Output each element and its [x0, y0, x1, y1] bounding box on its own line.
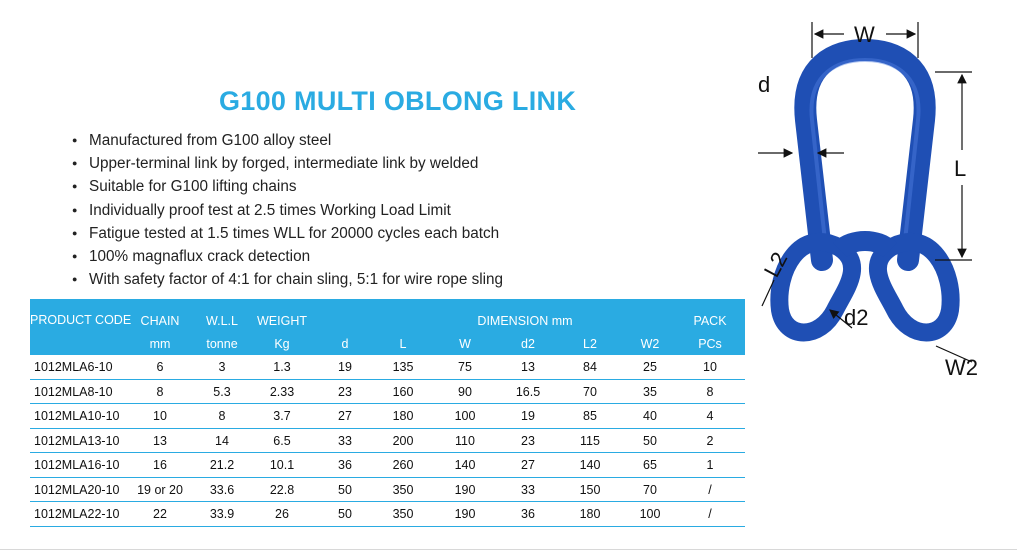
cell-chain: 13: [153, 433, 167, 448]
dim-label-d: d: [758, 72, 771, 97]
feature-item: ● 100% magnaflux crack detection: [72, 245, 503, 268]
header-d: d: [341, 337, 349, 351]
cell-d2: 19: [521, 409, 535, 423]
cell-L: 350: [392, 507, 414, 521]
cell-chain: 6: [156, 360, 164, 374]
cell-pack: /: [708, 507, 712, 521]
cell-product-code: 1012MLA13-10: [34, 433, 120, 448]
cell-W: 140: [454, 458, 476, 472]
cell-product-code: 1012MLA8-10: [34, 384, 113, 399]
cell-W2: 65: [643, 458, 657, 472]
header-pack: PACK: [693, 314, 727, 328]
header-chain-unit: mm: [149, 337, 171, 351]
header-wll-unit: tonne: [206, 337, 238, 351]
cell-d: 36: [338, 458, 352, 472]
header-dimension: DIMENSION mm: [477, 314, 573, 328]
table-header: [30, 299, 745, 355]
cell-weight: 2.33: [269, 384, 295, 399]
feature-item: ● Individually proof test at 2.5 times Working Load Limit: [72, 199, 503, 222]
cell-W: 190: [454, 507, 476, 521]
cell-W2: 50: [643, 433, 657, 448]
cell-L2: 140: [579, 458, 601, 472]
cell-wll: 3: [218, 360, 226, 374]
cell-pack: 4: [706, 409, 714, 423]
cell-W: 75: [458, 360, 472, 374]
cell-d2: 33: [521, 482, 535, 497]
header-product-code: PRODUCT CODE: [30, 313, 132, 327]
cell-L: 135: [392, 360, 414, 374]
cell-W2: 40: [643, 409, 657, 423]
cell-wll: 8: [218, 409, 226, 423]
cell-L2: 150: [579, 482, 601, 497]
cell-chain: 16: [153, 458, 167, 472]
dim-label-L: L: [954, 156, 967, 181]
cell-d: 23: [338, 384, 352, 399]
header-W: W: [459, 337, 471, 351]
feature-item: ● Fatigue tested at 1.5 times WLL for 20000 cycles each batch: [72, 222, 503, 245]
feature-list: [72, 129, 503, 291]
cell-wll: 5.3: [213, 384, 231, 399]
dim-label-W2: W2: [945, 355, 978, 380]
cell-W: 90: [458, 384, 472, 399]
cell-L2: 180: [579, 507, 601, 521]
header-W2: W2: [640, 337, 660, 351]
cell-chain: 8: [156, 384, 164, 399]
cell-L2: 85: [583, 409, 597, 423]
cell-d2: 23: [521, 433, 535, 448]
table-row: [30, 502, 745, 527]
cell-pack: 1: [706, 458, 714, 472]
cell-d2: 13: [521, 360, 535, 374]
page-title: G100 MULTI OBLONG LINK: [219, 86, 577, 116]
cell-W: 190: [454, 482, 476, 497]
header-d2: d2: [521, 337, 535, 351]
cell-W: 110: [455, 433, 475, 448]
header-pack-unit: PCs: [698, 337, 722, 351]
header-L: L: [399, 337, 407, 351]
cell-L: 350: [392, 482, 414, 497]
cell-d2: 27: [521, 458, 535, 472]
cell-product-code: 1012MLA22-10: [34, 507, 120, 521]
cell-pack: /: [708, 482, 712, 497]
cell-product-code: 1012MLA6-10: [34, 360, 113, 374]
header-weight: WEIGHT: [257, 314, 307, 328]
cell-product-code: 1012MLA10-10: [34, 409, 120, 423]
cell-chain: 19 or 20: [137, 482, 183, 497]
cell-pack: 2: [706, 433, 714, 448]
table-row: [30, 478, 745, 503]
oblong-link-diagram: [740, 10, 1010, 390]
dim-label-W: W: [854, 22, 875, 47]
cell-d: 33: [338, 433, 352, 448]
cell-wll: 14: [215, 433, 229, 448]
cell-W: 100: [454, 409, 476, 423]
feature-item: ● Upper-terminal link by forged, intermediate link by welded: [72, 152, 503, 175]
feature-item: ● Manufactured from G100 alloy steel: [72, 129, 503, 152]
cell-d: 19: [338, 360, 352, 374]
header-chain: CHAIN: [140, 314, 180, 328]
dim-label-L2: L2: [758, 247, 793, 282]
master-link-shape: [805, 50, 924, 260]
cell-L: 180: [392, 409, 414, 423]
cell-d2: 16.5: [515, 384, 541, 399]
cell-weight: 22.8: [269, 482, 295, 497]
cell-L2: 115: [580, 433, 600, 448]
cell-W2: 70: [643, 482, 657, 497]
cell-wll: 21.2: [209, 458, 235, 472]
cell-chain: 22: [153, 507, 167, 521]
cell-weight: 1.3: [273, 360, 291, 374]
cell-wll: 33.6: [209, 482, 235, 497]
cell-L: 160: [392, 384, 414, 399]
cell-W2: 25: [643, 360, 657, 374]
table-row: [30, 355, 745, 380]
table-row: [30, 453, 745, 478]
cell-chain: 10: [153, 409, 167, 423]
cell-product-code: 1012MLA16-10: [34, 458, 120, 472]
header-wll: W.L.L: [206, 314, 238, 328]
spec-table: [30, 299, 745, 527]
cell-d: 50: [338, 482, 352, 497]
bottom-divider: [0, 549, 1017, 550]
cell-L: 200: [392, 433, 414, 448]
cell-weight: 6.5: [273, 433, 291, 448]
cell-wll: 33.9: [209, 507, 235, 521]
table-row: [30, 404, 745, 429]
cell-weight: 26: [275, 507, 289, 521]
cell-L2: 70: [583, 384, 597, 399]
header-weight-unit: Kg: [274, 337, 290, 351]
feature-item: ● With safety factor of 4:1 for chain sling, 5:1 for wire rope sling: [72, 268, 503, 291]
cell-weight: 10.1: [269, 458, 295, 472]
table-body: [30, 355, 745, 527]
cell-d: 50: [338, 507, 352, 521]
cell-d2: 36: [521, 507, 535, 521]
dim-label-d2: d2: [844, 305, 869, 330]
cell-W2: 35: [643, 384, 657, 399]
feature-item: ● Suitable for G100 lifting chains: [72, 175, 503, 198]
cell-W2: 100: [639, 507, 661, 521]
cell-weight: 3.7: [273, 409, 291, 423]
header-L2: L2: [583, 337, 597, 351]
cell-pack: 10: [703, 360, 717, 374]
table-row: [30, 429, 745, 454]
cell-d: 27: [338, 409, 352, 423]
cell-pack: 8: [706, 384, 714, 399]
cell-L2: 84: [583, 360, 597, 374]
cell-product-code: 1012MLA20-10: [34, 482, 120, 497]
table-row: [30, 380, 745, 405]
link-junction: [840, 241, 890, 250]
cell-L: 260: [392, 458, 414, 472]
